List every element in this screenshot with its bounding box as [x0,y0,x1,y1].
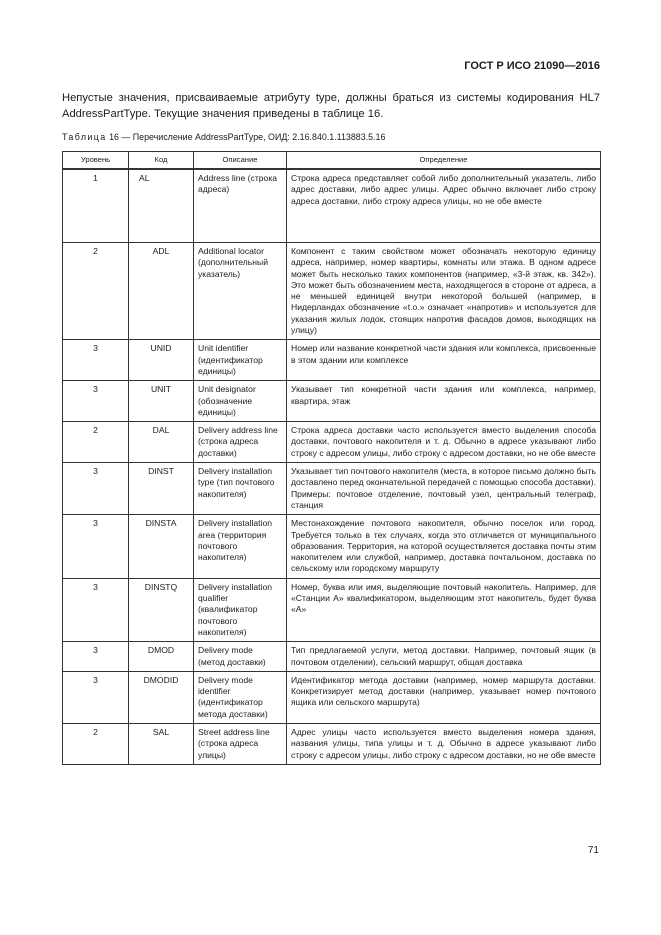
table-row [63,642,601,672]
row-level: 2 [63,243,129,340]
column-header-level: Уровень [63,152,129,170]
table-row [63,463,601,515]
table-row [63,671,601,723]
row-description: Street address line (строка адреса улицы) [194,723,287,764]
row-description: Unit designator (обозначение единицы) [194,381,287,422]
column-header-definition: Определение [287,152,601,170]
intro-paragraph: Непустые значения, присваиваемые атрибуту type, должны браться из системы кодирования HL7 AddressPartType. Текущие значения приведены в таблице 16. [62,92,600,120]
row-description: Unit identifier (идентификатор единицы) [194,340,287,381]
row-description: Address line (строка адреса) [194,169,287,243]
row-definition: Указывает тип почтового накопителя (места, в которое письмо должно быть доставлено перед окончательной передачей с помощью способа доставки). Примеры: почтовое отделение, почтовый узел, центральный телеграф, станция [287,463,601,515]
row-description: Additional locator (дополнительный указатель) [194,243,287,340]
row-level: 2 [63,723,129,764]
table-caption-prefix: Таблица [62,132,107,142]
row-level: 1 [63,169,129,243]
row-code: DINSTA [129,515,194,578]
row-code: DAL [129,422,194,463]
table-header-row [63,152,601,170]
row-level: 3 [63,340,129,381]
column-header-description: Описание [194,152,287,170]
row-definition: Строка адреса представляет собой либо дополнительный указатель, либо адрес доставки, либо адрес улицы. Адрес обычно включает либо строку адреса доставки, либо строку адреса улицы, но не обе вместе [287,169,601,243]
row-code: SAL [129,723,194,764]
document-header: ГОСТ Р ИСО 21090—2016 [464,60,600,72]
row-description: Delivery installation qualifier (квалификатор почтового накопителя) [194,578,287,641]
row-code: DINSTQ [129,578,194,641]
table-caption-text: 16 — Перечисление AddressPartType, ОИД: 2.16.840.1.113883.5.16 [109,132,386,142]
column-header-code: Код [129,152,194,170]
row-definition: Номер, буква или имя, выделяющие почтовый накопитель. Например, для «Станции А» квалификатором, выделяющим этот накопитель, будет буква «А» [287,578,601,641]
row-level: 3 [63,463,129,515]
row-code: ADL [129,243,194,340]
row-description: Delivery address line (строка адреса доставки) [194,422,287,463]
page-number: 71 [587,845,599,856]
table-row [63,723,601,764]
table-row [63,381,601,422]
row-definition: Адрес улицы часто используется вместо выделения номера здания, названия улицы, типа улицы и т. д. Обычно в адресе указывают либо строку с адресом улицы, либо строку с адресом доставки, но не обе вместе [287,723,601,764]
table-row [63,169,601,243]
row-level: 3 [63,381,129,422]
row-definition: Номер или название конкретной части здания или комплекса, присвоенные в этом здании или комплексе [287,340,601,381]
row-definition: Тип предлагаемой услуги, метод доставки. Например, почтовый ящик (в почтовом отделении), сельский маршрут, общая доставка [287,642,601,672]
row-code: UNID [129,340,194,381]
row-code: DINST [129,463,194,515]
row-definition: Компонент с таким свойством может обозначать некоторую единицу адреса, например, номер квартиры, комнаты или этажа. В одном адресе может быть несколько таких компонентов (например, «3-й этаж, кв. 342»). Это может быть обозначением места, находящегося в стороне от адреса, а не меньшей единицей внутри некоторой большей (например, в Нидерландах обозначение «t.o.» означает «напротив» и используется для указания жилых лодок, стоящих напротив фасадов домов, выходящих на улицу) [287,243,601,340]
row-definition: Строка адреса доставки часто используется вместо выделения способа доставки, почтового накопителя и т. д. Обычно в адресе указывают либо строку с адресом улицы, либо строку с адресом доставки, но не обе вместе [287,422,601,463]
row-code: UNIT [129,381,194,422]
row-level: 3 [63,578,129,641]
row-level: 3 [63,642,129,672]
row-code: DMODID [129,671,194,723]
row-description: Delivery mode identifier (идентификатор метода доставки) [194,671,287,723]
table-row [63,340,601,381]
row-description: Delivery installation type (тип почтового накопителя) [194,463,287,515]
table-row [63,515,601,578]
table-row [63,243,601,340]
row-level: 2 [63,422,129,463]
row-description: Delivery mode (метод доставки) [194,642,287,672]
row-level: 3 [63,515,129,578]
row-definition: Идентификатор метода доставки (например, номер маршрута доставки. Конкретизирует метод доставки (например, указывает номер почтового ящика или сельского маршрута) [287,671,601,723]
row-code: DMOD [129,642,194,672]
row-code: AL [129,169,194,243]
row-description: Delivery installation area (территория почтового накопителя) [194,515,287,578]
table-row [63,578,601,641]
address-part-type-table [62,151,601,765]
row-definition: Местонахождение почтового накопителя, обычно поселок или город. Требуется только в тех случаях, когда это отличается от муниципального образования. Территория, на которой осуществляется доставка почты этим накопителем или службой, например, доставка почтальоном, доставка по сельскому или городскому маршруту [287,515,601,578]
row-definition: Указывает тип конкретной части здания или комплекса, например, квартира, этаж [287,381,601,422]
table-row [63,422,601,463]
table-caption [62,132,607,142]
row-level: 3 [63,671,129,723]
